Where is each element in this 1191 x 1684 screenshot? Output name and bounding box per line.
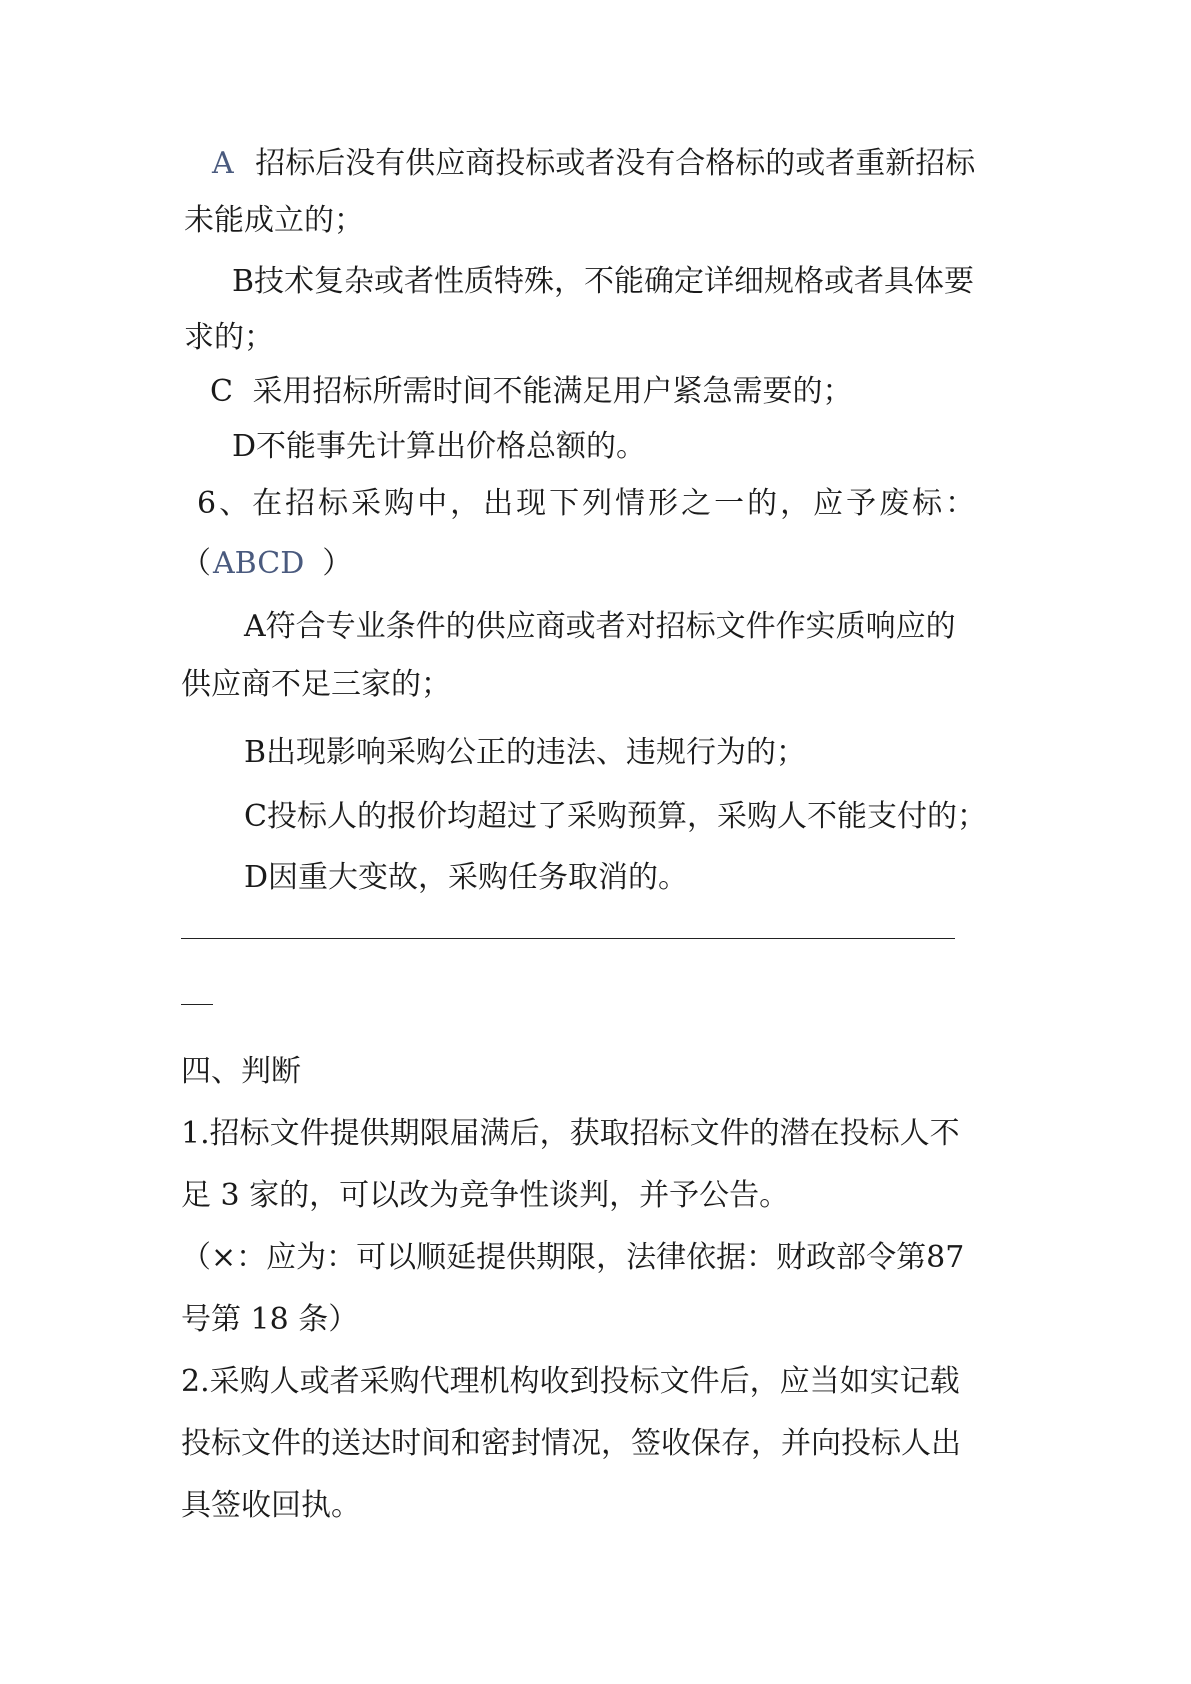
q6-option-b-line: B出现影响采购公正的违法、违规行为的； bbox=[244, 735, 807, 770]
judgement-1-line2: 足 3 家的，可以改为竞争性谈判，并予公告。 bbox=[181, 1178, 790, 1213]
q5-option-d-line: D不能事先计算出价格总额的。 bbox=[232, 429, 647, 464]
judgement-2-line3: 具签收回执。 bbox=[181, 1488, 361, 1523]
q6-answer-close: ） bbox=[322, 546, 353, 581]
separator-dash bbox=[181, 1004, 213, 1005]
q6-option-a-line1: A符合专业条件的供应商或者对招标文件作实质响应的 bbox=[244, 609, 956, 644]
q5-option-a-line2: 未能成立的； bbox=[184, 203, 364, 238]
judgement-1-note-line2: 号第 18 条） bbox=[181, 1302, 359, 1337]
q5-option-b-line2: 求的； bbox=[184, 320, 274, 355]
q5-option-c-text: 采用招标所需时间不能满足用户紧急需要的； bbox=[252, 374, 853, 409]
q6-option-a-line2: 供应商不足三家的； bbox=[181, 667, 451, 702]
q6-answer-open: （ bbox=[181, 546, 211, 581]
q6-answer-letters: ABCD bbox=[213, 546, 305, 581]
q6-stem: 6、在招标采购中，出现下列情形之一的，应予废标： bbox=[197, 486, 979, 521]
q6-answer bbox=[181, 544, 352, 584]
judgement-2-line1: 2.采购人或者采购代理机构收到投标文件后，应当如实记载 bbox=[181, 1364, 960, 1399]
q5-option-c-letter: C bbox=[210, 374, 233, 409]
q5-option-a-text: 招标后没有供应商投标或者没有合格标的或者重新招标 bbox=[255, 146, 976, 181]
q5-option-c-line bbox=[210, 372, 853, 412]
q6-option-d-line: D因重大变故，采购任务取消的。 bbox=[244, 860, 689, 895]
q5-option-a-line1 bbox=[212, 144, 975, 184]
judgement-1-note-line1: （×：应为：可以顺延提供期限，法律依据：财政部令第87 bbox=[181, 1240, 965, 1275]
q6-option-c-line: C投标人的报价均超过了采购预算，采购人不能支付的； bbox=[244, 799, 987, 834]
q5-option-a-letter: A bbox=[212, 146, 234, 181]
q5-option-b-line1: B技术复杂或者性质特殊，不能确定详细规格或者具体要 bbox=[232, 264, 975, 299]
judgement-2-line2: 投标文件的送达时间和密封情况，签收保存，并向投标人出 bbox=[181, 1426, 961, 1461]
judgement-1-line1: 1.招标文件提供期限届满后，获取招标文件的潜在投标人不 bbox=[181, 1116, 960, 1151]
separator-rule bbox=[181, 938, 955, 939]
section-heading: 四、判断 bbox=[181, 1054, 301, 1089]
